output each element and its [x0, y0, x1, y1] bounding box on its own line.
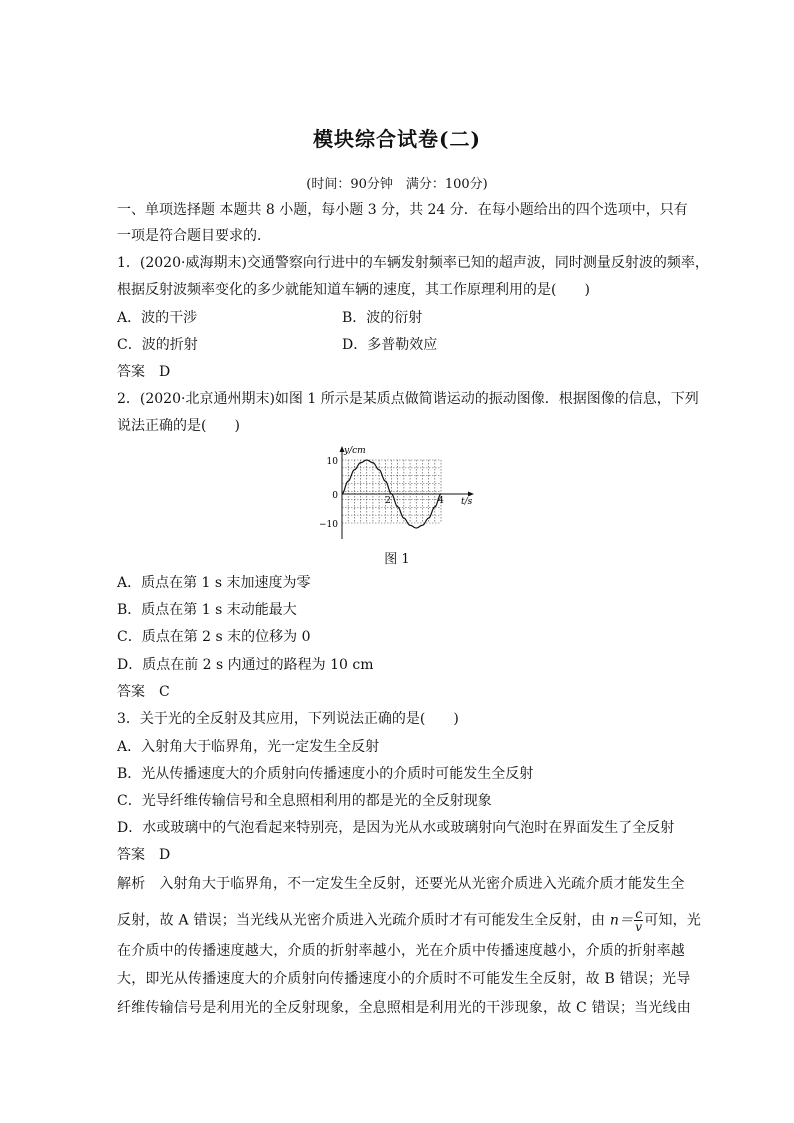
q3-option-a: A．入射角大于临界角，光一定发生全反射: [117, 739, 380, 755]
q3-stem: 3．关于光的全反射及其应用，下列说法正确的是( ): [117, 711, 459, 727]
page-title: 模块综合试卷(二): [313, 127, 481, 151]
section1-intro: [117, 200, 688, 220]
q1-option-b: B．波的衍射: [342, 310, 423, 326]
q2-option-c: C．质点在第 2 s 末的位移为 0: [117, 629, 311, 645]
q1-answer: 答案 D: [117, 364, 171, 380]
q2-option-a: A．质点在第 1 s 末加速度为零: [117, 575, 311, 591]
x-axis-label: t/s: [461, 497, 473, 507]
y-axis-label: y/cm: [344, 446, 366, 456]
q3-analysis-line1: [117, 874, 685, 894]
formula-numerator: c: [635, 907, 643, 921]
formula-fraction: [634, 908, 643, 933]
q2-stem-line1: 2．(2020·北京通州期末)如图 1 所示是某质点做简谐运动的振动图像．根据图像的信息，下列: [117, 391, 699, 407]
q3-option-c: C．光导纤维传输信号和全息照相利用的都是光的全反射现象: [117, 793, 492, 809]
q2-option-b: B．质点在第 1 s 末动能最大: [117, 602, 297, 618]
section1-heading: 一、单项选择题: [117, 202, 215, 218]
q2-stem-line2: 说法正确的是( ): [117, 418, 240, 434]
figure-caption: 图 1: [384, 552, 410, 567]
q3-option-d: D．水或玻璃中的气泡看起来特别亮，是因为光从水或玻璃射向气泡时在界面发生了全反射: [117, 820, 675, 836]
vibration-graph: [318, 443, 478, 543]
q3-analysis-line3: 在介质中的传播速度越大，介质的折射率越小，光在介质中传播速度越小，介质的折射率越: [117, 943, 685, 959]
q3-option-b: B．光从传播速度大的介质射向传播速度小的介质时可能发生全反射: [117, 766, 534, 782]
q1-stem-line2: 根据反射波频率变化的多少就能知道车辆的速度，其工作原理利用的是( ): [117, 282, 590, 298]
q3-analysis-line5: 纤维传输信号是利用光的全反射现象，全息照相是利用光的干涉现象，故 C 错误；当光线由: [117, 1000, 692, 1016]
y-tick-label-neg10: −10: [319, 520, 338, 530]
q1-option-a: A．波的干涉: [117, 310, 198, 326]
x-axis-arrow: [468, 492, 474, 497]
formula-denominator: v: [635, 920, 643, 934]
q3-analysis-line4: 大，即光从传播速度大的介质射向传播速度小的介质时不可能发生全反射，故 B 错误；光导: [117, 971, 691, 987]
analysis-text-2a: 反射，故 A 错误；当光线从光密介质进入光疏介质时才有可能发生全反射，由: [117, 912, 610, 929]
q3-analysis-line2: [117, 908, 701, 933]
q1-option-d: D．多普勒效应: [342, 337, 438, 353]
y-tick-label-10: 10: [326, 457, 338, 467]
analysis-text-1: 入射角大于临界角，不一定发生全反射，还要光从光密介质进入光疏介质才能发生全: [159, 876, 685, 892]
formula-lhs: n＝: [609, 912, 634, 929]
x-tick-label-2: 2: [385, 496, 391, 506]
q2-answer: 答案 C: [117, 684, 170, 700]
q3-answer: 答案 D: [117, 847, 171, 863]
exam-time-score: (时间：90分钟 满分：100分): [306, 177, 488, 192]
section1-desc-line2: 一项是符合题目要求的．: [117, 228, 271, 244]
q1-option-c: C．波的折射: [117, 337, 198, 353]
analysis-text-2b: 可知，光: [644, 912, 702, 929]
q1-stem-line1: 1．(2020·威海期末)交通警察向行进中的车辆发射频率已知的超声波，同时测量反射波的频率，: [117, 255, 709, 271]
q2-option-d: D．质点在前 2 s 内通过的路程为 10 cm: [117, 657, 374, 673]
chart-axes: [340, 446, 475, 539]
analysis-label: 解析: [117, 876, 146, 892]
section1-desc-line1: 本题共 8 小题，每小题 3 分，共 24 分．在每小题给出的四个选项中，只有: [219, 202, 688, 218]
x-tick-label-4: 4: [438, 496, 444, 506]
y-tick-label-0: 0: [332, 491, 338, 501]
chart-grid: [342, 460, 441, 523]
